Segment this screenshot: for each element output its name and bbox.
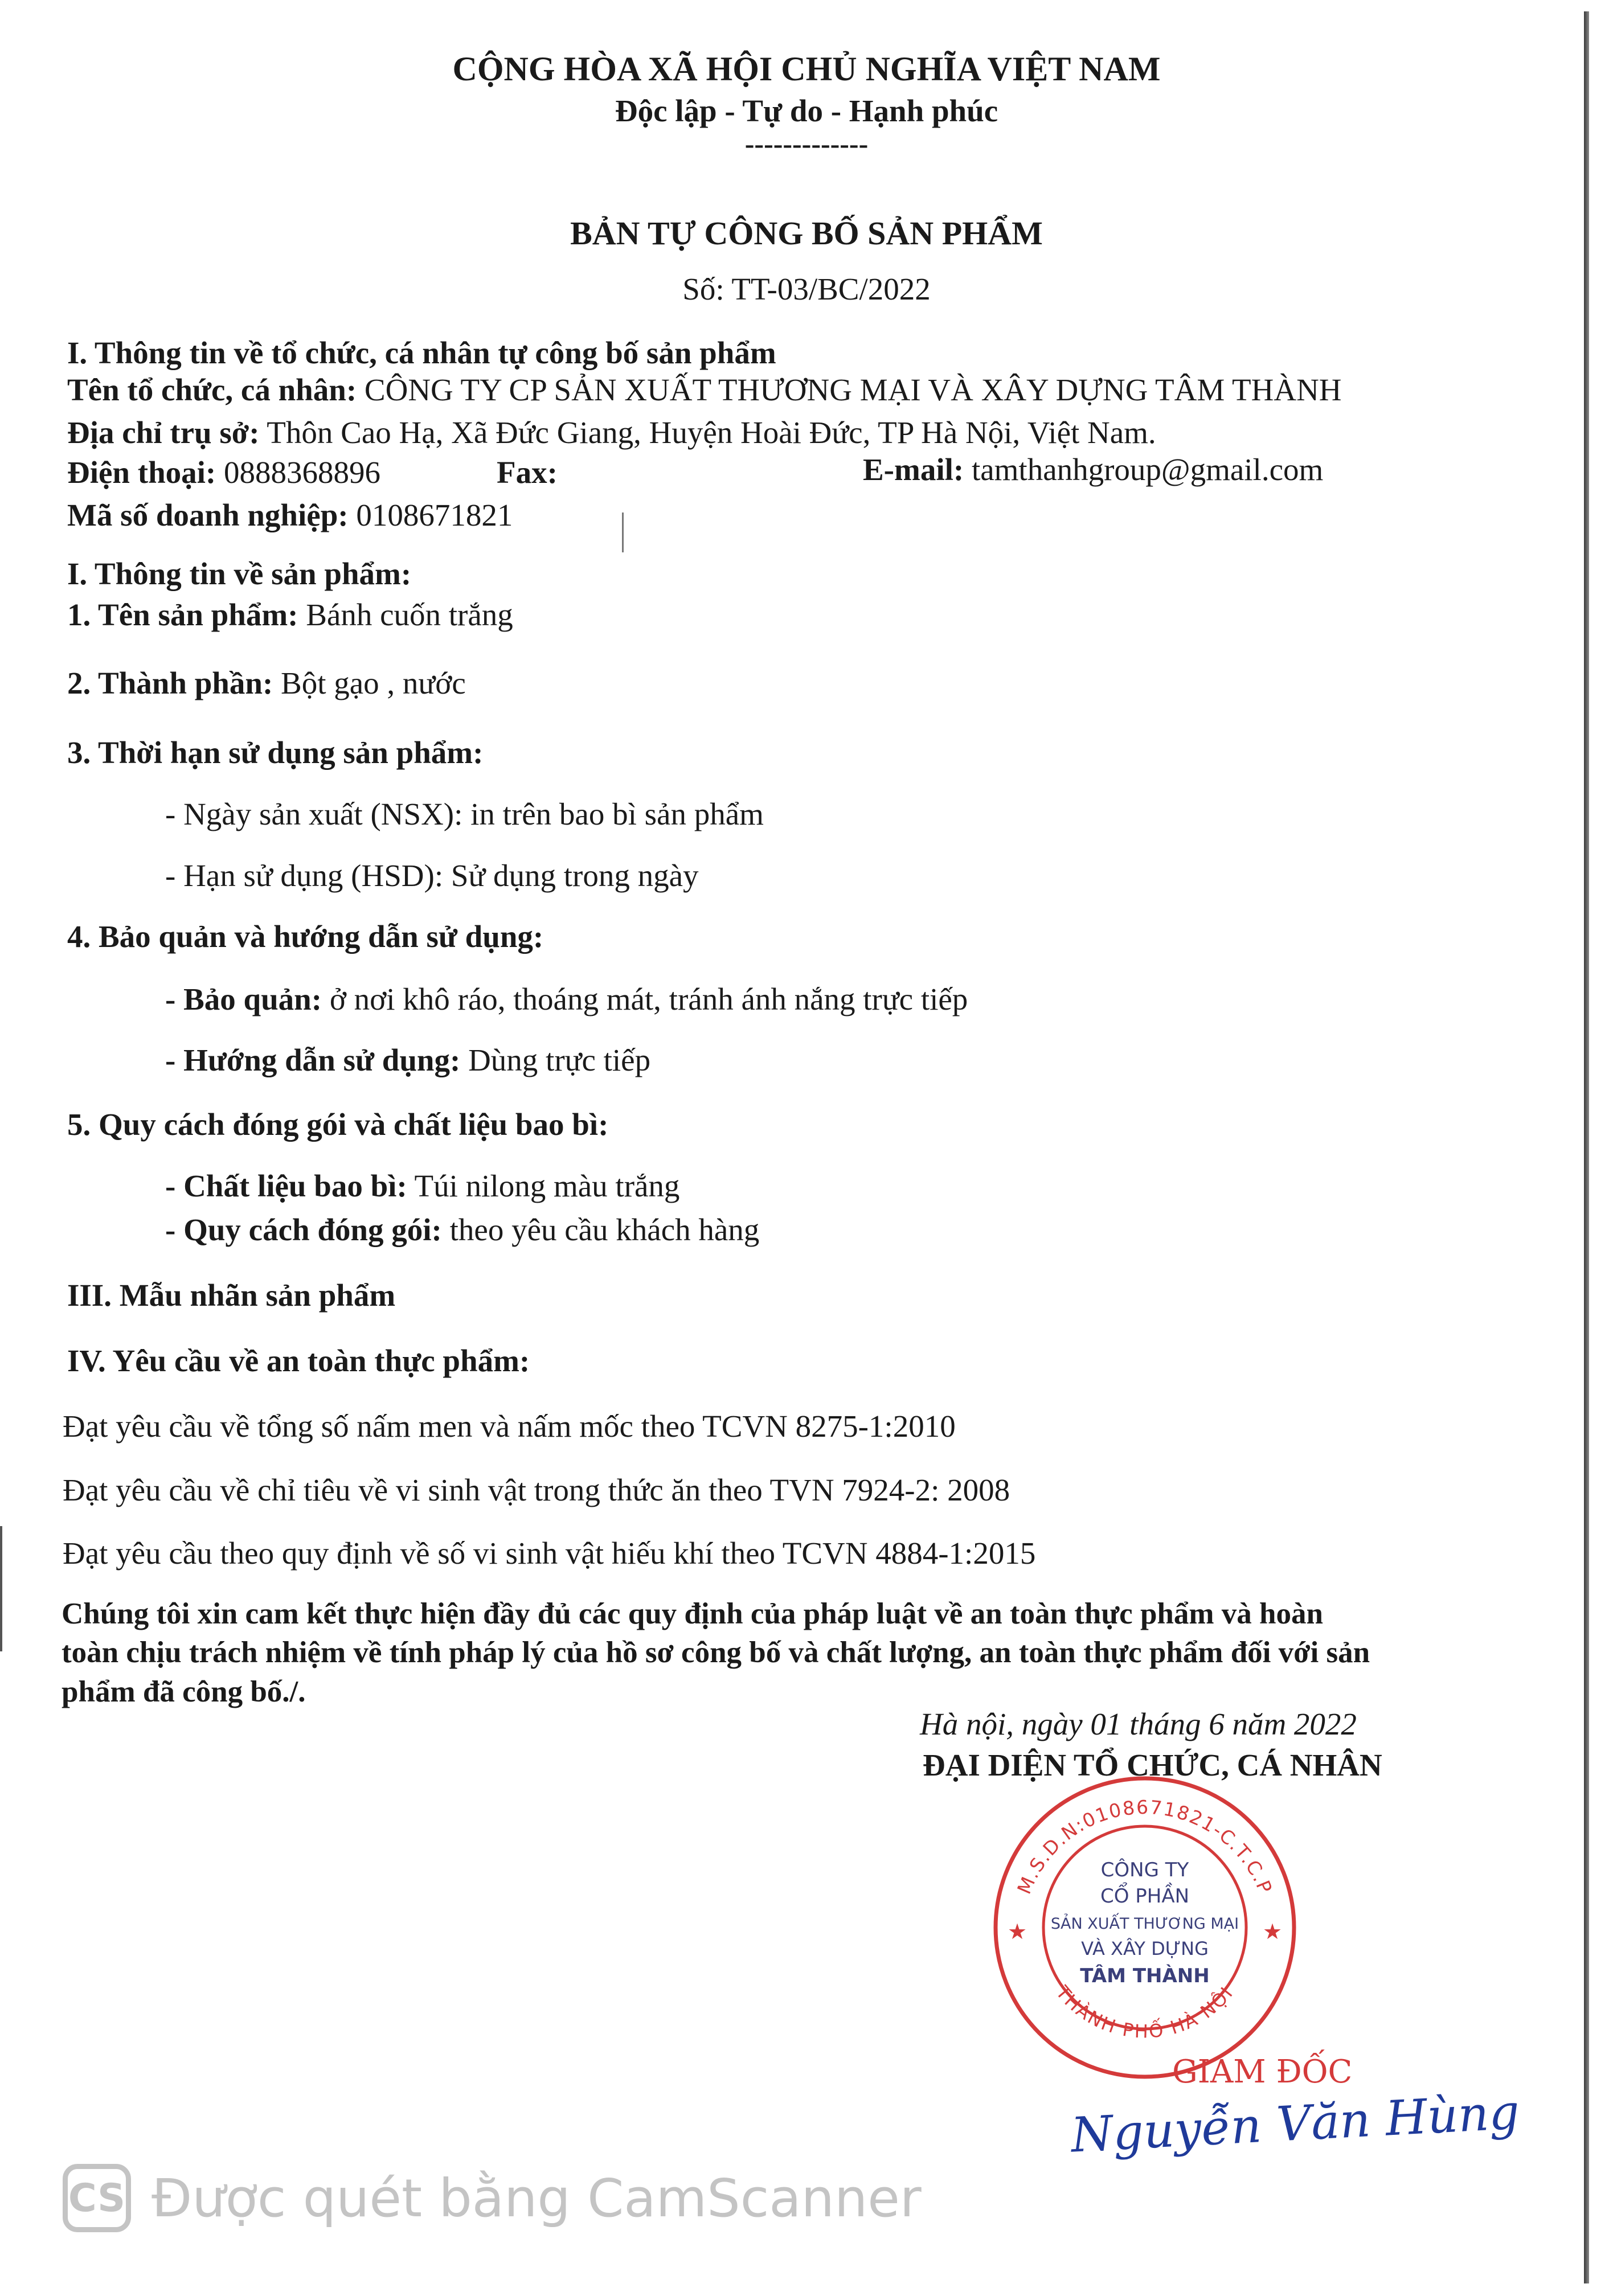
storage-heading: 4. Bảo quản và hướng dẫn sử dụng: [67,919,544,954]
representative-title: ĐẠI DIỆN TỔ CHỨC, CÁ NHÂN [923,1748,1382,1782]
national-motto: Độc lập - Tự do - Hạnh phúc [615,93,998,128]
usage-label: - Hướng dẫn sử dụng: [165,1043,461,1077]
safety-heading: IV. Yêu cầu về an toàn thực phẩm: [67,1343,530,1378]
packaging-heading: 5. Quy cách đóng gói và chất liệu bao bì: [67,1107,609,1142]
org-tax-row [67,498,513,533]
org-name-label: Tên tổ chức, cá nhân: [67,372,357,407]
expiry-date-line: - Hạn sử dụng (HSD): Sử dụng trong ngày [165,858,699,893]
camscanner-watermark [63,2161,922,2235]
safety-item: Đạt yêu cầu về chỉ tiêu về vi sinh vật trong thức ăn theo TVN 7924-2: 2008 [63,1473,1010,1507]
stamp-star-right: ★ [1262,1920,1283,1944]
svg-text:THÀNH PHỐ HÀ NỘI [1051,1981,1238,2042]
org-address-label: Địa chỉ trụ sở: [67,415,260,450]
safety-item: Đạt yêu cầu theo quy định về số vi sinh vật hiếu khí theo TCVN 4884-1:2015 [63,1536,1036,1571]
org-heading: I. Thông tin về tổ chức, cá nhân tự công bố sản phẩm [67,335,776,370]
director-title: GIÁM ĐỐC [1172,2053,1353,2090]
shelf-life-heading: 3. Thời hạn sử dụng sản phẩm: [67,735,484,770]
stamp-line3: SẢN XUẤT THƯƠNG MẠI [1050,1915,1239,1933]
signing-date: Hà nội, ngày 01 tháng 6 năm 2022 [920,1707,1357,1741]
material-label: - Chất liệu bao bì: [165,1168,407,1203]
stamp-line1: CÔNG TY [1100,1859,1189,1881]
org-email-row [863,453,1323,487]
storage-label: - Bảo quản: [165,982,322,1016]
stamp-ring-text: M.S.D.N:0108671821-C.T.C.P [1013,1795,1277,1897]
org-phone-value: 0888368896 [224,455,380,490]
org-email-value: tamthanhgroup@gmail.com [971,452,1324,487]
stamp-line2: CỔ PHẦN [1100,1885,1190,1908]
stamp-star-left: ★ [1007,1920,1027,1944]
document-title: BẢN TỰ CÔNG BỐ SẢN PHẨM [570,215,1043,252]
material-value: Túi nilong màu trắng [414,1168,680,1203]
label-sample-heading: III. Mẫu nhãn sản phẩm [67,1278,396,1313]
org-tax-value: 0108671821 [356,498,513,532]
product-ingredients-label: 2. Thành phần: [67,666,273,700]
storage-row [165,982,968,1017]
scan-edge-left [0,1526,2,1651]
director-signature: Nguyễn Văn Hùng [1069,2084,1521,2163]
product-name-value: Bánh cuốn trắng [306,597,513,632]
org-name-value: CÔNG TY CP SẢN XUẤT THƯƠNG MẠI VÀ XÂY DỰNG TÂM THÀNH [364,372,1342,407]
commitment-line: toàn chịu trách nhiệm về tính pháp lý của hồ sơ công bố và chất lượng, an toàn thực phẩm đối với sản [62,1636,1370,1669]
camscanner-text: Được quét bằng CamScanner [152,2167,922,2229]
org-name-row [67,373,1342,408]
stamp-line5: TÂM THÀNH [1080,1965,1210,1987]
org-phone-row [67,456,380,490]
scan-mark [622,512,624,552]
usage-value: Dùng trực tiếp [468,1043,651,1077]
usage-row [165,1043,650,1078]
scan-edge-right [1584,11,1589,2283]
org-phone-label: Điện thoại: [67,455,216,490]
pack-label: - Quy cách đóng gói: [165,1212,442,1247]
commitment-line: Chúng tôi xin cam kết thực hiện đầy đủ các quy định của pháp luật về an toàn thực phẩm và hoàn [62,1597,1324,1630]
product-name-row [67,598,513,633]
org-fax-label: Fax: [497,455,558,490]
header-divider: ------------- [744,128,869,159]
org-address-row [67,416,1156,450]
country-name: CỘNG HÒA XÃ HỘI CHỦ NGHĨA VIỆT NAM [452,50,1161,88]
manufacture-date-line: - Ngày sản xuất (NSX): in trên bao bì sản phẩm [165,797,764,831]
product-name-label: 1. Tên sản phẩm: [67,597,298,632]
org-address-value: Thôn Cao Hạ, Xã Đức Giang, Huyện Hoài Đức, TP Hà Nội, Việt Nam. [267,415,1156,450]
org-email-label: E-mail: [863,452,964,487]
camscanner-logo-icon: CS [63,2164,131,2232]
product-ingredients-value: Bột gạo , nước [281,666,466,700]
company-seal [991,1774,1299,2081]
safety-item: Đạt yêu cầu về tổng số nấm men và nấm mốc theo TCVN 8275-1:2010 [63,1409,956,1444]
commitment-line: phẩm đã công bố./. [62,1675,306,1708]
stamp-line4: VÀ XÂY DỰNG [1081,1938,1209,1959]
pack-value: theo yêu cầu khách hàng [449,1212,760,1247]
product-heading: I. Thông tin về sản phẩm: [67,556,412,591]
document-number: Số: TT-03/BC/2022 [682,272,931,306]
stamp-bottom-text: THÀNH PHỐ HÀ NỘI [1051,1981,1238,2043]
product-ingredients-row [67,666,466,701]
org-tax-label: Mã số doanh nghiệp: [67,498,349,532]
pack-row [165,1213,759,1248]
material-row [165,1169,679,1204]
storage-value: ở nơi khô ráo, thoáng mát, tránh ánh nắng trực tiếp [329,982,968,1016]
